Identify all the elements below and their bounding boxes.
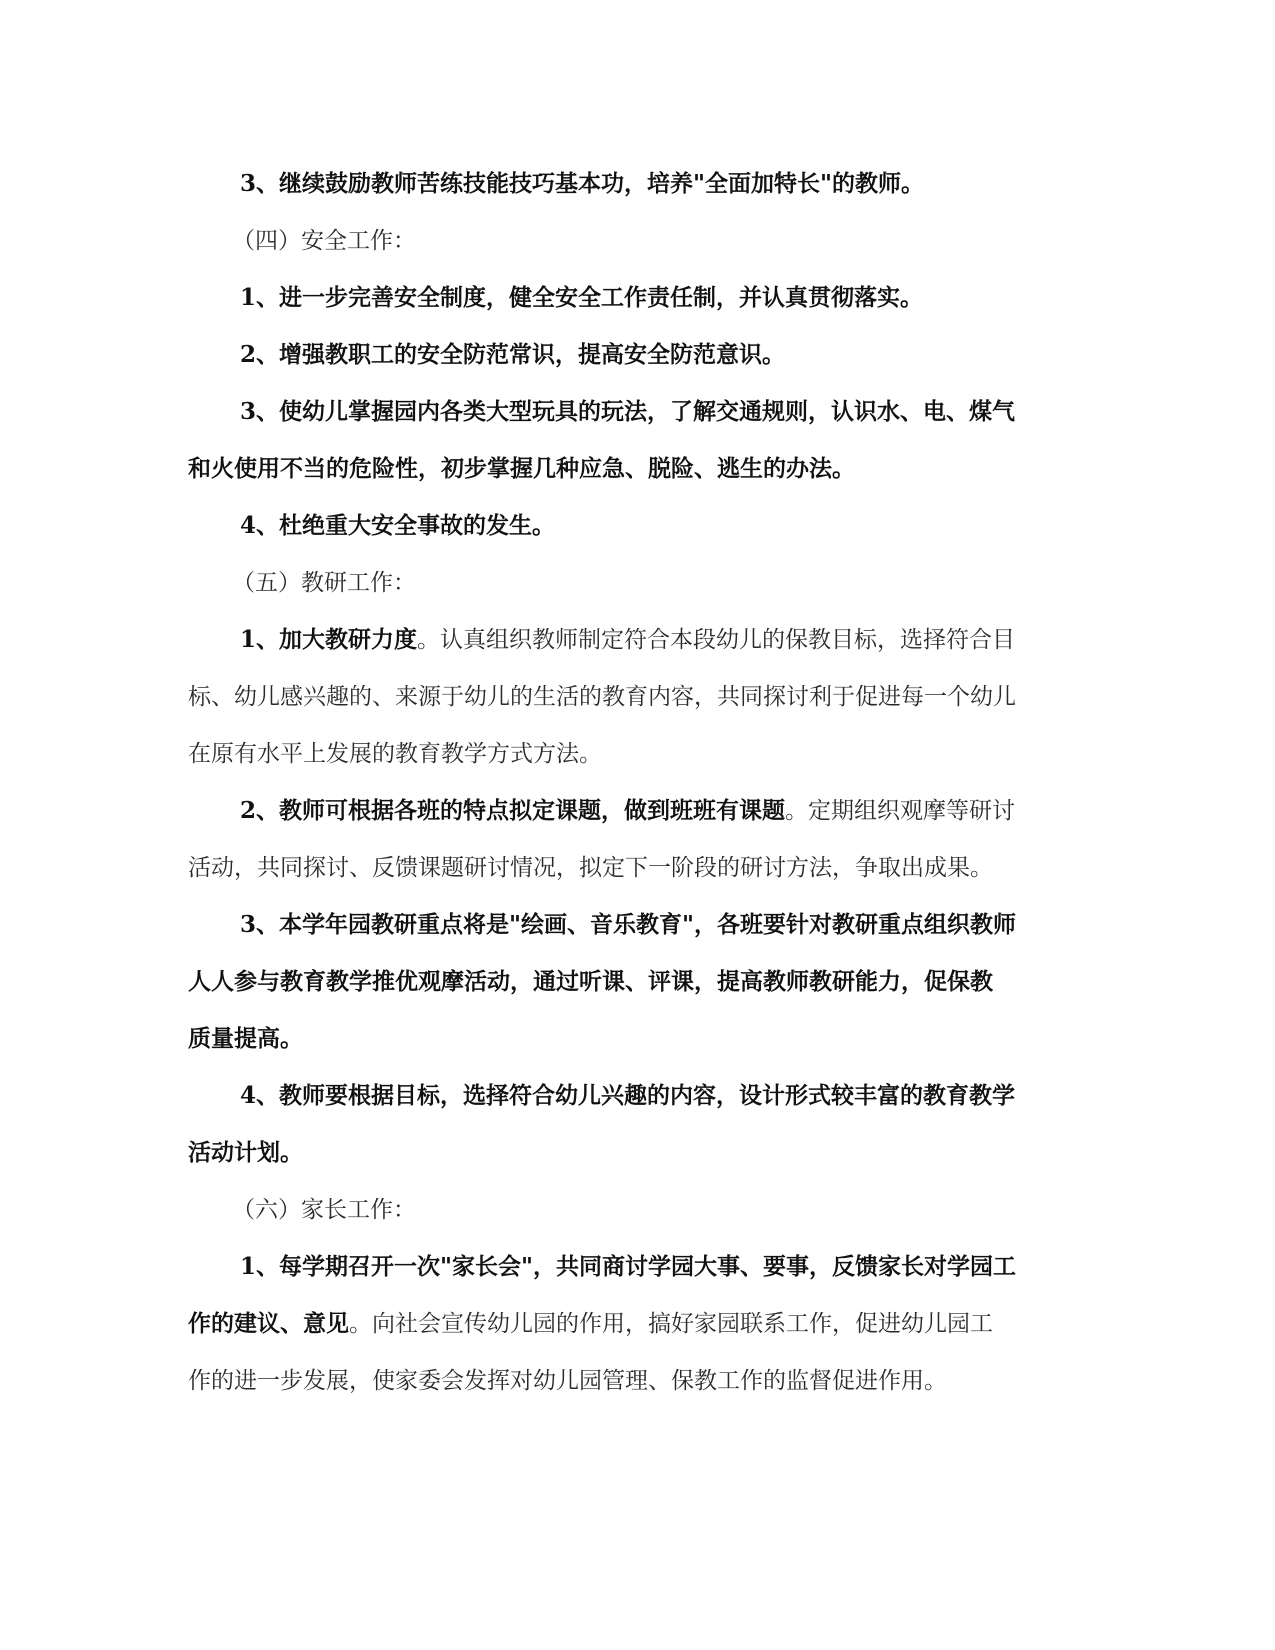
section-heading: [232, 225, 416, 257]
paragraph-line: [240, 168, 924, 200]
paragraph-line: [188, 966, 993, 998]
bold-text: 4、杜绝重大安全事故的发生。: [240, 512, 556, 539]
bold-text: 活动计划。: [188, 1139, 303, 1166]
bold-text: 1、加大教研力度: [240, 626, 418, 653]
bold-text: 3、本学年园教研重点将是"绘画、音乐教育"，各班要针对教研重点组织教师: [240, 911, 1016, 938]
bold-text: 2、增强教职工的安全防范常识，提高安全防范意识。: [240, 341, 786, 368]
paragraph-line: [188, 1023, 303, 1055]
paragraph-line: [240, 624, 1015, 656]
paragraph-line: [188, 852, 993, 884]
section-heading: [232, 1194, 416, 1226]
normal-text: （六）家长工作：: [232, 1197, 416, 1223]
paragraph-line: [240, 1251, 1016, 1283]
paragraph-line: [188, 453, 855, 485]
paragraph-line: [240, 909, 1016, 941]
normal-text: 。向社会宣传幼儿园的作用，搞好家园联系工作，促进幼儿园工: [349, 1311, 993, 1337]
paragraph-line: [188, 1308, 993, 1340]
normal-text: 作的进一步发展，使家委会发挥对幼儿园管理、保教工作的监督促进作用。: [188, 1368, 947, 1394]
bold-text: 1、进一步完善安全制度，健全安全工作责任制，并认真贯彻落实。: [240, 284, 924, 311]
paragraph-line: [188, 1365, 947, 1397]
paragraph-line: [240, 510, 555, 542]
paragraph-line: [240, 795, 1015, 827]
paragraph-line: [240, 282, 923, 314]
normal-text: 标、幼儿感兴趣的、来源于幼儿的生活的教育内容，共同探讨利于促进每一个幼儿: [188, 684, 1016, 710]
bold-text: 和火使用不当的危险性，初步掌握几种应急、脱险、逃生的办法。: [188, 455, 855, 482]
bold-text: 3、使幼儿掌握园内各类大型玩具的玩法，了解交通规则，认识水、电、煤气: [240, 398, 1016, 425]
normal-text: 在原有水平上发展的教育教学方式方法。: [188, 741, 602, 767]
paragraph-line: [188, 1137, 303, 1169]
paragraph-line: [188, 681, 1016, 713]
bold-text: 作的建议、意见: [188, 1310, 349, 1337]
bold-text: 2、教师可根据各班的特点拟定课题，做到班班有课题: [240, 797, 786, 824]
paragraph-line: [188, 738, 602, 770]
bold-text: 人人参与教育教学推优观摩活动，通过听课、评课，提高教师教研能力，促保教: [188, 968, 993, 995]
bold-text: 3、继续鼓励教师苦练技能技巧基本功，培养"全面加特长"的教师。: [240, 170, 924, 197]
normal-text: （四）安全工作：: [232, 228, 416, 254]
normal-text: 。认真组织教师制定符合本段幼儿的保教目标，选择符合目: [417, 627, 1016, 653]
bold-text: 1、每学期召开一次"家长会"，共同商讨学园大事、要事，反馈家长对学园工: [240, 1253, 1016, 1280]
normal-text: （五）教研工作：: [232, 570, 416, 596]
bold-text: 4、教师要根据目标，选择符合幼儿兴趣的内容，设计形式较丰富的教育教学: [240, 1082, 1016, 1109]
bold-text: 质量提高。: [188, 1025, 303, 1052]
normal-text: 活动，共同探讨、反馈课题研讨情况，拟定下一阶段的研讨方法，争取出成果。: [188, 855, 993, 881]
section-heading: [232, 567, 416, 599]
paragraph-line: [240, 339, 785, 371]
paragraph-line: [240, 396, 1015, 428]
normal-text: 。定期组织观摩等研讨: [785, 798, 1016, 824]
paragraph-line: [240, 1080, 1015, 1112]
